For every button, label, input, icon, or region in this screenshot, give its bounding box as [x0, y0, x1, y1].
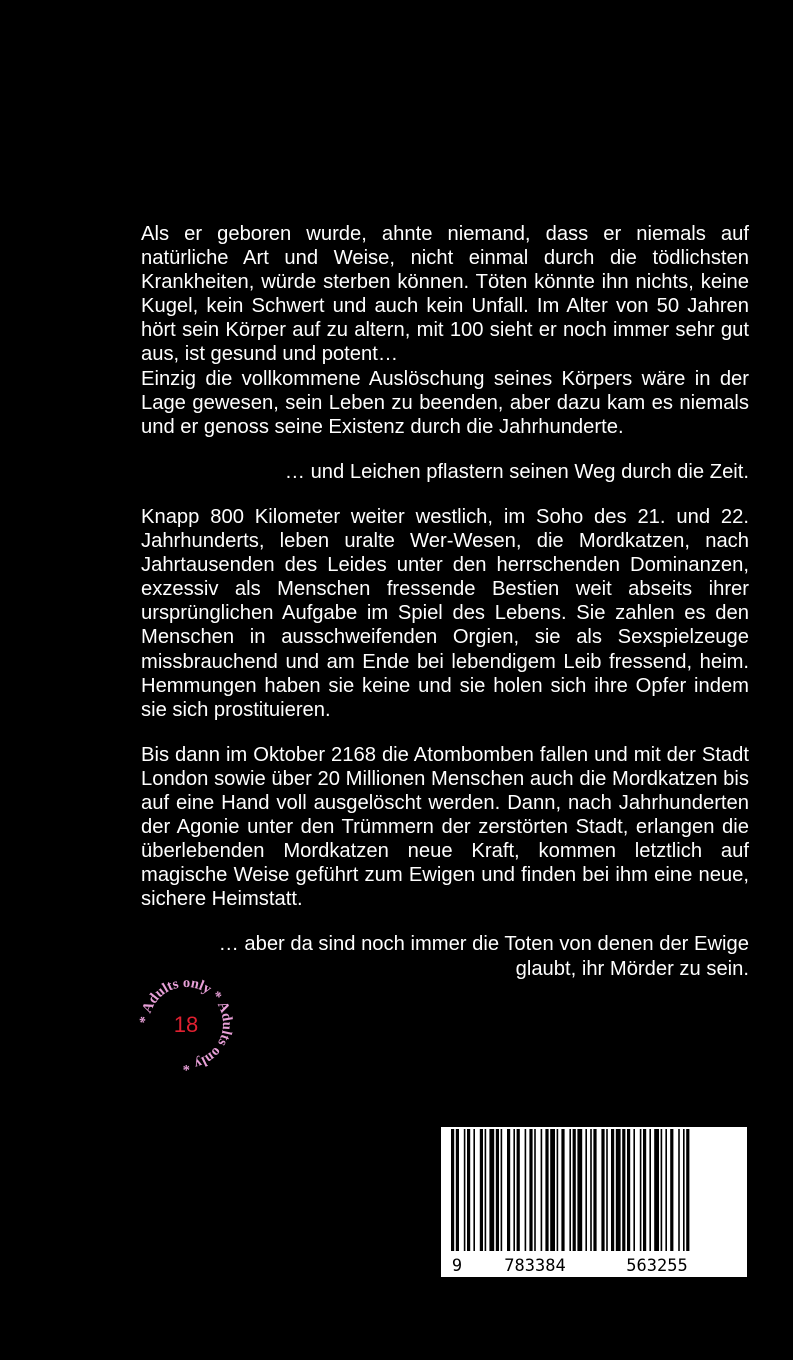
barcode-bar: [601, 1129, 604, 1251]
barcode-bar: [611, 1129, 614, 1251]
barcode-bar: [529, 1129, 532, 1251]
barcode-bar: [496, 1129, 499, 1251]
barcode-bar: [622, 1129, 625, 1251]
barcode-bar: [545, 1129, 548, 1251]
barcode-bar: [606, 1129, 608, 1251]
barcode-bar: [577, 1129, 582, 1251]
barcode-icon: [441, 1127, 747, 1277]
back-cover-blurb: [141, 222, 749, 981]
barcode-bar: [561, 1129, 564, 1251]
tagline-2-line-1: … aber da sind noch immer die Toten von denen der Ewige: [218, 933, 749, 956]
barcode-bar: [507, 1129, 510, 1251]
barcode-bar: [569, 1129, 571, 1251]
barcode-bar: [643, 1129, 646, 1251]
barcode-bar: [485, 1129, 487, 1251]
blurb-paragraph-1: Als er geboren wurde, ahnte niemand, dass er niemals auf natürliche Art und Weise, nicht einmal durch die tödlichsten Krankheiten, würde sterben können. Töten könnte ihn nichts, keine Kugel, kein Schwert und auch kein Unfall. Im Alter von 50 Jahren hört sein Körper auf zu altern, mit 100 sieht er noch immer sehr gut aus, ist gesund und potent…: [141, 223, 749, 366]
barcode-bar: [489, 1129, 494, 1251]
barcode-bar: [464, 1129, 466, 1251]
barcode-bar: [593, 1129, 596, 1251]
barcode-bar: [525, 1129, 527, 1251]
blurb-tagline-1: … und Leichen pflastern seinen Weg durch die Zeit.: [284, 460, 749, 483]
adults-only-seal-icon: [134, 972, 238, 1076]
barcode-bar: [467, 1129, 470, 1251]
barcode-left-group: 783384: [504, 1256, 566, 1276]
badge-ring-text: * Adults only * Adults only *: [136, 974, 236, 1074]
barcode-bar: [654, 1129, 659, 1251]
barcode-first-digit: 9: [451, 1256, 463, 1276]
barcode-bar: [665, 1129, 667, 1251]
barcode-bar: [550, 1129, 555, 1251]
barcode-bar: [480, 1129, 483, 1251]
isbn-barcode: [441, 1127, 747, 1277]
barcode-bar: [501, 1129, 503, 1251]
barcode-bar: [517, 1129, 520, 1251]
barcode-bar: [616, 1129, 621, 1251]
barcode-bar: [640, 1129, 642, 1251]
adults-only-badge: [134, 972, 238, 1076]
blurb-paragraph-2: Einzig die vollkommene Auslöschung seines Körpers wäre in der Lage gewesen, sein Leben zu beenden, aber dazu kam es niemals und er genoss seine Existenz durch die Jahrhunderte.: [141, 367, 749, 438]
badge-age-number: 18: [173, 1012, 199, 1037]
barcode-bar: [627, 1129, 630, 1251]
barcode-bar: [557, 1129, 559, 1251]
barcode-bar: [534, 1129, 536, 1251]
barcode-bar: [678, 1129, 680, 1251]
barcode-right-group: 563255: [626, 1256, 688, 1276]
barcode-bar: [585, 1129, 587, 1251]
barcode-bar: [670, 1129, 673, 1251]
tagline-2-line-2: glaubt, ihr Mörder zu sein.: [515, 957, 749, 980]
barcode-bar: [473, 1129, 475, 1251]
barcode-bar: [541, 1129, 543, 1251]
barcode-bar: [513, 1129, 515, 1251]
barcode-bar: [633, 1129, 635, 1251]
blurb-paragraph-3: Knapp 800 Kilometer weiter westlich, im Soho des 21. und 22. Jahrhunderts, leben uralte Wer-Wesen, die Mordkatzen, nach Jahrtausenden des Leides unter den herrschenden Dominanzen, exzessiv als Menschen fressende Bestien weit abseits ihrer ursprünglichen Aufgabe im Spiel des Lebens. Sie zahlen es den Menschen in ausschweifenden Orgien, sie als Sexspielzeuge missbrauchend und am Ende bei lebendigem Leib fressend, heim. Hemmungen haben sie keine und sie holen sich ihre Opfer indem sie sich prostituieren.: [141, 505, 749, 721]
barcode-bar: [590, 1129, 592, 1251]
barcode-bar: [649, 1129, 651, 1251]
barcode-bar: [661, 1129, 663, 1251]
blurb-paragraph-4: Bis dann im Oktober 2168 die Atombomben fallen und mit der Stadt London sowie über 20 Millionen Menschen auch die Mordkatzen bis auf eine Hand voll ausgelöscht werden. Dann, nach Jahrhunderten der Agonie unter den Trümmern der zerstörten Stadt, erlangen die überlebenden Mordkatzen neue Kraft, kommen letztlich auf magische Weise geführt zum Ewigen und finden bei ihm eine neue, sichere Heimstatt.: [141, 743, 749, 911]
barcode-bar: [683, 1129, 685, 1251]
